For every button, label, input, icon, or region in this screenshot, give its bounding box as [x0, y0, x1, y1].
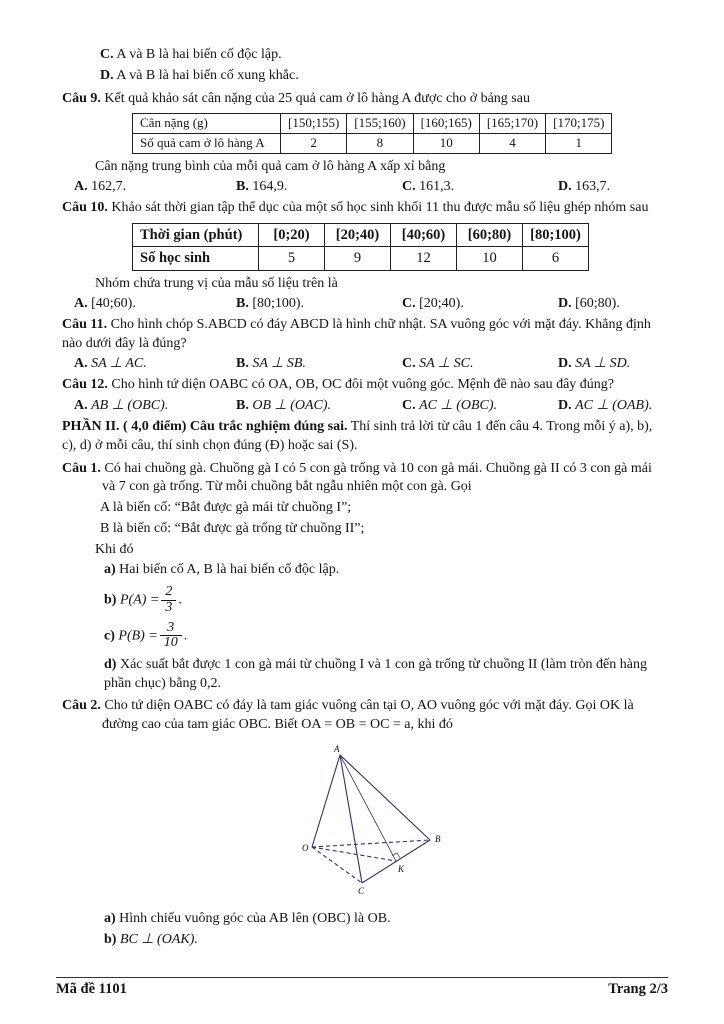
p2q1-number: Câu 1.	[62, 460, 101, 476]
vertex-label-C: C	[358, 885, 365, 896]
question-9-prompt: Cân nặng trung bình của mỗi quả cam ở lô hàng A xấp xỉ bằng	[95, 159, 446, 175]
option-b-text: [80;100).	[252, 295, 305, 311]
p2q1-item-d	[104, 656, 668, 694]
option-a	[74, 179, 236, 195]
part2-question-1	[62, 460, 668, 694]
carryover-options	[62, 46, 668, 86]
option-a-text: SA ⊥ AC.	[91, 356, 147, 372]
option-c-text: A và B là hai biến cố độc lập.	[116, 47, 282, 62]
option-b-text: OB ⊥ (OAC).	[252, 398, 332, 414]
item-a-label: a)	[104, 910, 116, 926]
option-c-line	[100, 46, 668, 65]
option-c	[402, 296, 558, 312]
option-a-label: A.	[74, 398, 88, 414]
p2q1-event-a: A là biến cố: “Bắt được gà mái từ chuồng I”;	[100, 500, 352, 516]
option-c-label: C.	[402, 398, 416, 414]
option-d-text: 163,7.	[575, 178, 611, 194]
edge-AC	[340, 755, 362, 883]
option-b	[236, 397, 402, 414]
part-2-instructions: Thí sinh trả lời từ câu 1 đến câu 4. Trong mỗi ý a), b), c), d) ở mỗi câu, thí sinh chọn đúng (Đ) hoặc sai (S).	[62, 419, 653, 453]
option-c-text: [20;40).	[419, 295, 464, 311]
page-number: Trang 2/3	[608, 981, 668, 997]
option-a-label: A.	[74, 356, 88, 372]
part-2-title: PHẦN II. ( 4,0 điểm) Câu trắc nghiệm đúng sai.	[62, 419, 348, 435]
p2q2-stem	[62, 697, 668, 735]
option-a-label: A.	[74, 295, 88, 311]
vertex-label-B: B	[435, 833, 441, 844]
question-10-stem	[62, 199, 668, 218]
part2-question-2	[62, 697, 668, 949]
option-d	[558, 355, 630, 372]
option-a	[74, 355, 236, 372]
option-c-text: AC ⊥ (OBC).	[419, 398, 498, 414]
option-d-label: D.	[100, 67, 114, 83]
option-d-text: SA ⊥ SD.	[575, 356, 631, 372]
question-9-intro: Kết quả khảo sát cân nặng của 25 quả cam ở lô hàng A được cho ở bảng sau	[104, 90, 530, 106]
cell: 10	[413, 134, 479, 154]
option-b-text: 164,9.	[252, 178, 288, 194]
option-c-label: C.	[402, 295, 416, 311]
question-12-stem	[62, 376, 668, 395]
part-2-heading	[62, 418, 668, 456]
question-10-options	[74, 296, 668, 312]
option-b	[236, 296, 402, 312]
p2q1-then: Khi đó	[95, 541, 134, 557]
p2q2-item-b	[104, 931, 668, 950]
p2q2-intro: Cho tứ diện OABC có đáy là tam giác vuông cân tại O, AO vuông góc với mặt đáy. Gọi OK là đường cao của tam giác OBC. Biết OA = OB = OC = a, khi đó	[102, 698, 634, 733]
option-c	[402, 355, 558, 372]
question-9	[62, 90, 668, 195]
edge-AO	[312, 755, 340, 847]
cell: 1	[546, 134, 612, 154]
option-d-text: A và B là hai biến cố xung khắc.	[116, 67, 299, 83]
part-2-text	[62, 418, 668, 456]
question-11-options	[74, 355, 668, 372]
option-d-label: D.	[558, 398, 572, 414]
cell: 6	[523, 247, 589, 271]
option-b-label: B.	[236, 356, 249, 372]
item-a-text: Hai biến cố A, B là hai biến cố độc lập.	[119, 562, 340, 578]
item-b-expression: P(A) =	[119, 592, 160, 608]
table-header-row	[133, 114, 612, 134]
item-b-period: .	[178, 592, 182, 608]
cell: [40;60)	[391, 223, 457, 247]
question-12-options	[74, 397, 668, 414]
question-10-intro: Khảo sát thời gian tập thể dục của một số học sinh khối 11 thu được mẫu số liệu ghép nhóm sau	[111, 199, 649, 215]
option-a-text: 162,7.	[91, 178, 127, 194]
option-b-label: B.	[236, 398, 249, 414]
cell: [60;80)	[457, 223, 523, 247]
question-9-options	[74, 179, 668, 195]
question-11-intro: Cho hình chóp S.ABCD có đáy ABCD là hình chữ nhật. SA vuông góc với mặt đáy. Khẳng định nào dưới đây là đúng?	[62, 316, 651, 351]
item-d-text: Xác suất bắt được 1 con gà mái từ chuồng I và 1 con gà trống từ chuồng II (làm tròn đến hàng phần chục) bằng 0,2.	[104, 656, 647, 691]
option-d-label: D.	[558, 356, 572, 372]
table-data-row	[133, 134, 612, 154]
cell: 10	[457, 247, 523, 271]
item-b-label: b)	[104, 592, 117, 608]
cell: [170;175)	[546, 114, 612, 134]
cell: [0;20)	[259, 223, 325, 247]
p2q1-item-a	[104, 561, 668, 580]
item-b-text: BC ⊥ (OAK).	[119, 931, 198, 947]
cell: [155;160)	[347, 114, 413, 134]
p2q1-intro: Có hai chuồng gà. Chuồng gà I có 5 con gà trống và 10 con gà mái. Chuồng gà II có 3 con gà mái và 7 con gà trống. Từ mỗi chuồng bắt ngẫu nhiên một con gà. Gọi	[102, 460, 652, 495]
edge-OK	[312, 847, 396, 861]
option-b	[236, 355, 402, 372]
option-b-label: B.	[236, 295, 249, 311]
tetrahedron-figure	[300, 743, 455, 901]
option-a-text: [40;60).	[91, 295, 136, 311]
figure-container	[300, 743, 460, 906]
question-10-prompt: Nhóm chứa trung vị của mẫu số liệu trên là	[95, 276, 338, 292]
option-c-text: 161,3.	[419, 178, 455, 194]
cell: [80;100)	[523, 223, 589, 247]
item-c-expression: P(B) =	[118, 628, 158, 643]
edge-OB	[312, 840, 430, 847]
cell: 9	[325, 247, 391, 271]
table-data-row	[133, 247, 589, 271]
fraction-numerator: 2	[161, 585, 176, 601]
cell: [160;165)	[413, 114, 479, 134]
question-11-number: Câu 11.	[62, 316, 108, 332]
cell: [165;170)	[479, 114, 545, 134]
option-d	[558, 179, 610, 195]
page-footer	[56, 977, 668, 998]
option-d	[558, 296, 620, 312]
question-9-table	[132, 113, 612, 154]
question-12-number: Câu 12.	[62, 377, 108, 393]
cell: Cân nặng (g)	[133, 114, 281, 134]
question-11-stem	[62, 316, 668, 354]
cell: Số quả cam ở lô hàng A	[133, 134, 281, 154]
option-a-text: AB ⊥ (OBC).	[91, 398, 169, 414]
question-10-table	[132, 223, 589, 272]
cell: 12	[391, 247, 457, 271]
question-9-stem	[62, 90, 668, 109]
edge-AB	[340, 755, 430, 840]
cell: Số học sinh	[133, 247, 259, 271]
option-d-label: D.	[558, 295, 572, 311]
item-b-label: b)	[104, 931, 117, 947]
question-11	[62, 316, 668, 373]
option-d	[558, 397, 652, 414]
cell: 4	[479, 134, 545, 154]
table-header-row	[133, 223, 589, 247]
item-c-label: c)	[104, 628, 115, 643]
edge-BC	[362, 840, 430, 883]
cell: [150;155)	[281, 114, 347, 134]
question-10-number: Câu 10.	[62, 199, 108, 215]
option-c-label: C.	[402, 356, 416, 372]
vertex-label-O: O	[302, 842, 309, 853]
option-c-label: C.	[100, 47, 114, 62]
cell: Thời gian (phút)	[133, 223, 259, 247]
option-c-label: C.	[402, 178, 416, 194]
p2q1-item-b	[104, 585, 668, 615]
option-c	[402, 179, 558, 195]
question-12	[62, 376, 668, 414]
item-c-period: .	[183, 628, 188, 643]
cell: 2	[281, 134, 347, 154]
option-d-label: D.	[558, 178, 572, 194]
fraction	[160, 621, 182, 651]
item-a-label: a)	[104, 562, 116, 578]
cell: 8	[347, 134, 413, 154]
option-b-text: SA ⊥ SB.	[252, 356, 306, 372]
fraction-denominator: 10	[163, 635, 178, 651]
question-9-number: Câu 9.	[62, 90, 101, 106]
option-a-label: A.	[74, 178, 88, 194]
option-d-text: AC ⊥ (OAB).	[575, 398, 653, 414]
item-a-text: Hình chiếu vuông góc của AB lên (OBC) là OB.	[119, 910, 391, 926]
p2q2-number: Câu 2.	[62, 698, 101, 714]
option-a	[74, 397, 236, 414]
right-angle-mark	[392, 853, 400, 858]
option-a	[74, 296, 236, 312]
option-b	[236, 179, 402, 195]
exam-code: Mã đề 1101	[56, 981, 127, 997]
option-c	[402, 397, 558, 414]
fraction	[161, 585, 176, 615]
p2q1-stem	[62, 460, 668, 498]
p2q1-event-b: B là biến cố: “Bắt được gà trống từ chuồng II”;	[100, 520, 365, 536]
option-c-text: SA ⊥ SC.	[419, 356, 474, 372]
fraction-denominator: 3	[165, 599, 173, 615]
item-d-label: d)	[104, 656, 117, 672]
question-12-intro: Cho hình tứ diện OABC có OA, OB, OC đôi một vuông góc. Mệnh đề nào sau đây đúng?	[111, 377, 615, 393]
option-d-line	[100, 67, 668, 86]
vertex-label-A: A	[334, 743, 340, 754]
cell: [20;40)	[325, 223, 391, 247]
cell: 5	[259, 247, 325, 271]
option-d-text: [60;80).	[575, 295, 620, 311]
option-b-label: B.	[236, 178, 249, 194]
p2q1-item-c	[104, 621, 668, 651]
p2q2-item-a	[104, 910, 668, 929]
fraction-numerator: 3	[160, 621, 182, 637]
edge-OC	[312, 847, 362, 883]
vertex-label-K: K	[398, 863, 405, 874]
question-10	[62, 199, 668, 312]
